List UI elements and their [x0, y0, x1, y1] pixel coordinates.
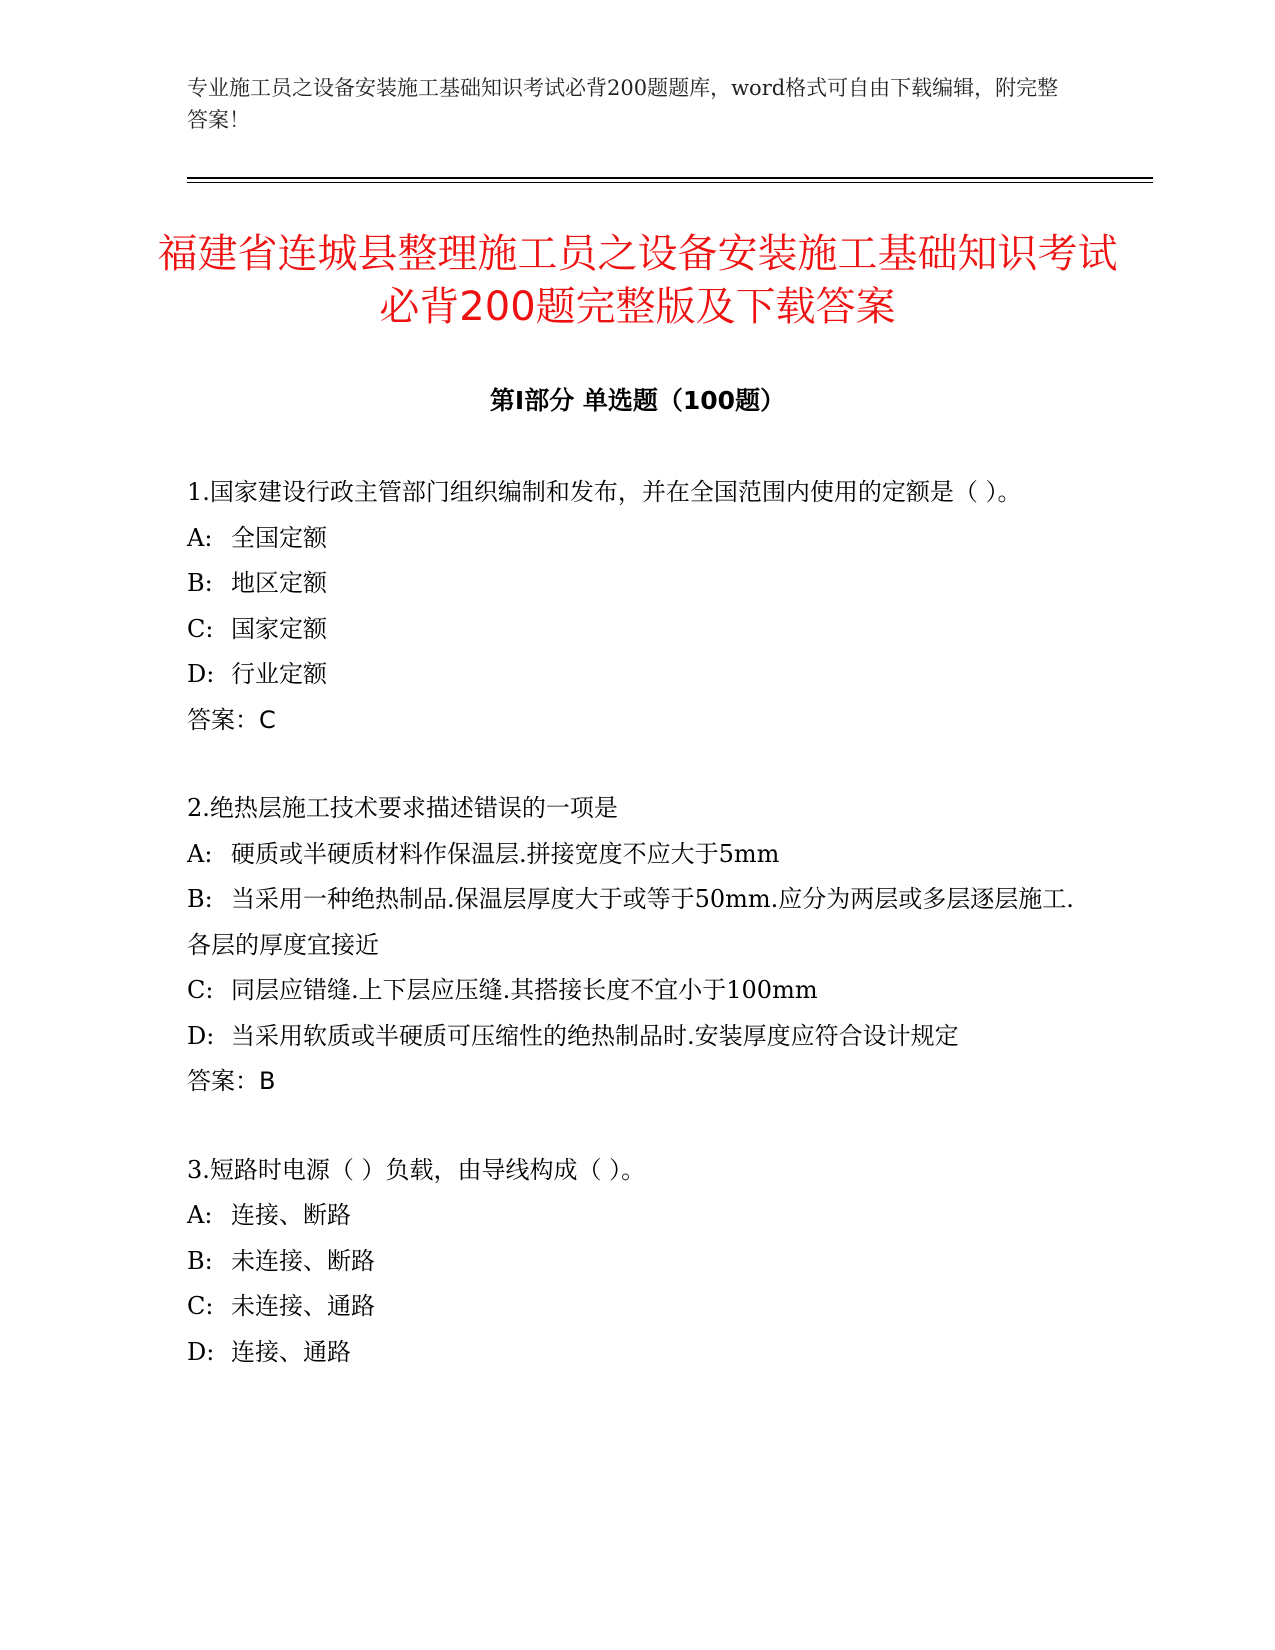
option-d — [187, 652, 1077, 698]
option-key: A: — [187, 839, 213, 868]
option-text: 未连接、通路 — [231, 1292, 375, 1320]
option-a — [187, 1193, 1077, 1239]
document-title: 福建省连城县整理施工员之设备安装施工基础知识考试必背200题完整版及下载答案 — [157, 231, 1118, 330]
option-key: B: — [187, 885, 213, 913]
question-2 — [187, 786, 1077, 1105]
option-d — [187, 1330, 1077, 1376]
option-key: B: — [187, 569, 213, 597]
option-text: 地区定额 — [231, 569, 327, 597]
question-stem: 2.绝热层施工技术要求描述错误的一项是 — [187, 794, 618, 822]
option-b — [187, 561, 1077, 607]
option-d — [187, 1014, 1077, 1060]
option-c — [187, 607, 1077, 653]
header-rule-thin — [187, 182, 1153, 183]
option-key: D: — [187, 1021, 215, 1050]
header-rule-thick — [187, 177, 1153, 179]
option-text: 国家定额 — [231, 614, 327, 643]
option-c — [187, 968, 1077, 1014]
option-text: 行业定额 — [231, 660, 327, 688]
option-key: B: — [187, 1246, 213, 1275]
option-key: D: — [187, 1337, 215, 1366]
option-key: D: — [187, 660, 215, 688]
option-a — [187, 832, 1077, 878]
section-title: 第I部分 单选题（100题） — [489, 386, 786, 415]
question-list — [187, 470, 1077, 1418]
question-3 — [187, 1148, 1077, 1376]
option-key: A: — [187, 523, 213, 552]
answer-line: 答案：C — [187, 705, 276, 734]
option-c — [187, 1284, 1077, 1330]
option-text: 连接、通路 — [231, 1337, 351, 1366]
option-text: 全国定额 — [231, 523, 327, 552]
header-note: 专业施工员之设备安装施工基础知识考试必背200题题库，word格式可自由下载编辑，附完整答案！ — [187, 76, 1059, 132]
option-key: C: — [187, 976, 214, 1004]
option-text: 当采用一种绝热制品.保温层厚度大于或等于50mm.应分为两层或多层逐层施工.各层的厚度宜接近 — [187, 885, 1074, 959]
option-b — [187, 1239, 1077, 1285]
question-stem: 1.国家建设行政主管部门组织编制和发布，并在全国范围内使用的定额是（ ）。 — [187, 478, 1022, 506]
answer-line: 答案：B — [187, 1067, 276, 1095]
option-text: 同层应错缝.上下层应压缝.其搭接长度不宜小于100mm — [231, 976, 818, 1004]
option-b — [187, 877, 1077, 968]
option-text: 连接、断路 — [231, 1201, 351, 1229]
option-key: C: — [187, 1292, 214, 1320]
question-1 — [187, 470, 1077, 743]
option-text: 当采用软质或半硬质可压缩性的绝热制品时.安装厚度应符合设计规定 — [231, 1021, 959, 1050]
option-a — [187, 516, 1077, 562]
option-text: 未连接、断路 — [231, 1246, 375, 1275]
option-key: A: — [187, 1201, 213, 1229]
option-text: 硬质或半硬质材料作保温层.拼接宽度不应大于5mm — [231, 839, 780, 868]
option-key: C: — [187, 614, 214, 643]
question-stem: 3.短路时电源（ ）负载，由导线构成（ ）。 — [187, 1155, 646, 1184]
